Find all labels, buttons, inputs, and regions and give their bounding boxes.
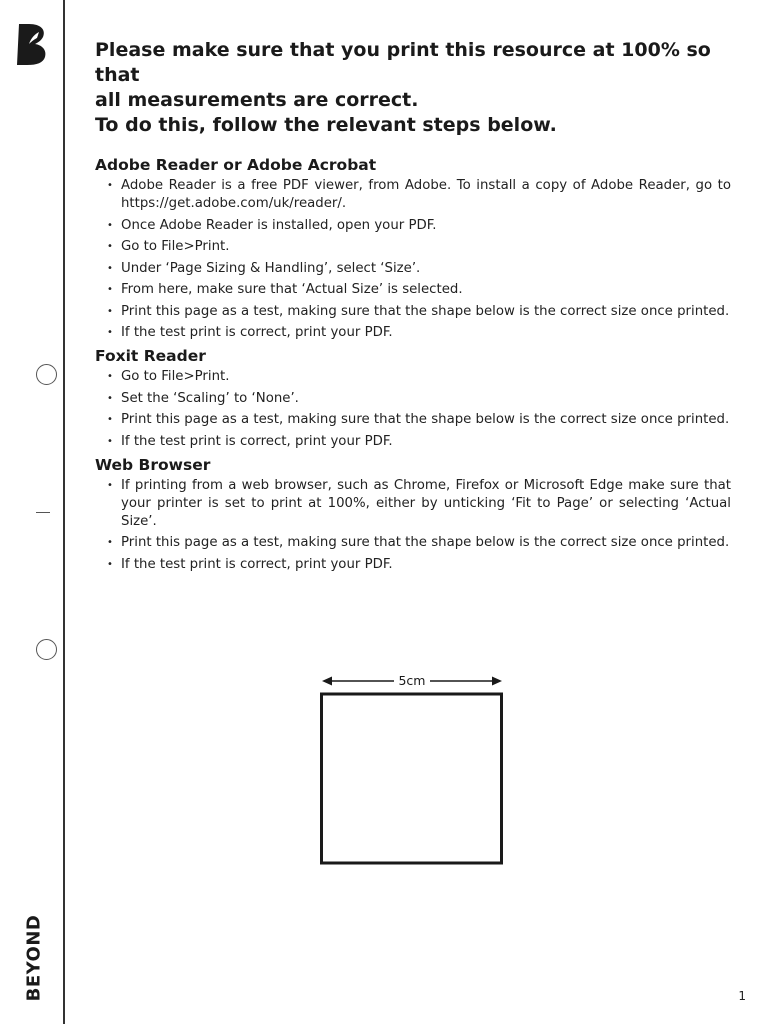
arrow-right-icon (492, 677, 502, 686)
brand-wordmark: BEYOND (23, 914, 45, 1002)
list-item: • Set the ‘Scaling’ to ‘None’. (95, 390, 731, 408)
list-item: • Under ‘Page Sizing & Handling’, select ‘Size’. (95, 260, 731, 278)
measure-label: 5cm (398, 673, 426, 688)
list-item: • If printing from a web browser, such as Chrome, Firefox or Microsoft Edge make sure that your printer is set to print at 100%, either by unticking ‘Fit to Page’ or selecting ‘Actual Size’. (95, 477, 731, 531)
section-title-adobe: Adobe Reader or Adobe Acrobat (95, 156, 377, 174)
page-number: 1 (738, 989, 746, 1003)
test-print-square (320, 670, 504, 865)
list-item: • If the test print is correct, print your PDF. (95, 324, 731, 342)
adobe-steps (95, 177, 731, 342)
web-browser-steps (95, 477, 731, 574)
punch-hole-bottom (36, 639, 57, 660)
title-line: To do this, follow the relevant steps below. (95, 114, 557, 136)
fold-mark (36, 512, 50, 513)
arrow-left-icon (322, 677, 332, 686)
list-item: • Go to File>Print. (95, 238, 731, 256)
section-title-foxit: Foxit Reader (95, 347, 206, 365)
margin-line (63, 0, 65, 1024)
beyond-logo-icon (15, 22, 51, 66)
list-item: • If the test print is correct, print your PDF. (95, 433, 731, 451)
title-line: Please make sure that you print this resource at 100% so that (95, 39, 711, 86)
title-line: all measurements are correct. (95, 89, 419, 111)
list-item: • Print this page as a test, making sure that the shape below is the correct size once printed. (95, 411, 731, 429)
test-square (322, 694, 502, 863)
foxit-steps (95, 368, 731, 451)
list-item: • If the test print is correct, print your PDF. (95, 556, 731, 574)
page-title (95, 38, 731, 138)
instructions (95, 38, 731, 577)
list-item: • Print this page as a test, making sure that the shape below is the correct size once printed. (95, 303, 731, 321)
list-item: • From here, make sure that ‘Actual Size’ is selected. (95, 281, 731, 299)
section-title-web-browser: Web Browser (95, 455, 211, 474)
list-item: • Go to File>Print. (95, 368, 731, 386)
list-item: • Adobe Reader is a free PDF viewer, from Adobe. To install a copy of Adobe Reader, go to https://get.adobe.com/uk/reader/. (95, 177, 731, 213)
list-item: • Print this page as a test, making sure that the shape below is the correct size once printed. (95, 534, 731, 552)
list-item: • Once Adobe Reader is installed, open your PDF. (95, 217, 731, 235)
punch-hole-top (36, 364, 57, 385)
